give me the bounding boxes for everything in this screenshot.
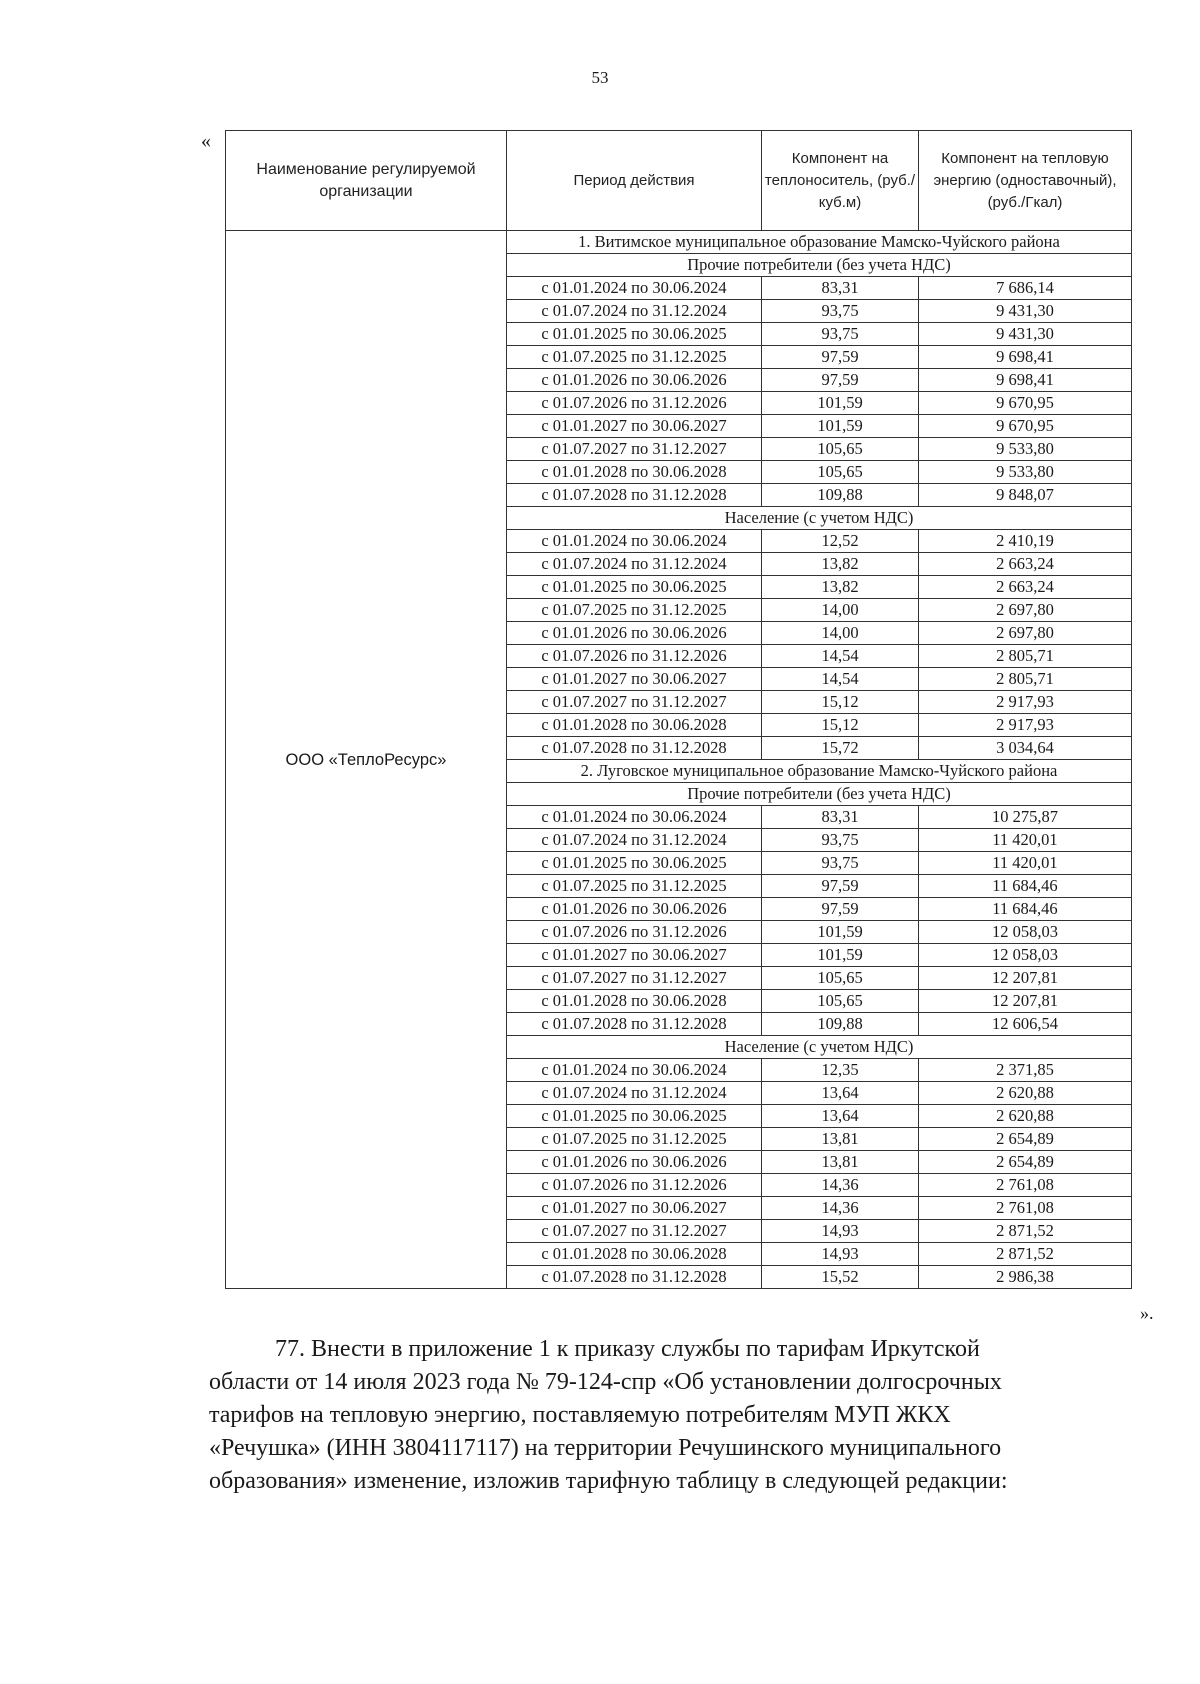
period-cell: с 01.07.2028 по 31.12.2028	[507, 737, 762, 760]
coolant-value-cell: 83,31	[762, 806, 919, 829]
section-header-cell: Население (с учетом НДС)	[507, 1036, 1132, 1059]
energy-value-cell: 9 698,41	[919, 346, 1132, 369]
coolant-value-cell: 105,65	[762, 438, 919, 461]
paragraph-line: образования» изменение, изложив тарифную таблицу в следующей редакции:	[209, 1468, 1008, 1494]
energy-value-cell: 2 986,38	[919, 1266, 1132, 1289]
period-cell: с 01.07.2025 по 31.12.2025	[507, 875, 762, 898]
paragraph-line: 77. Внести в приложение 1 к приказу службы по тарифам Иркутской	[275, 1336, 980, 1362]
period-cell: с 01.07.2026 по 31.12.2026	[507, 645, 762, 668]
coolant-value-cell: 15,52	[762, 1266, 919, 1289]
energy-value-cell: 2 871,52	[919, 1220, 1132, 1243]
energy-value-cell: 2 805,71	[919, 645, 1132, 668]
period-cell: с 01.07.2027 по 31.12.2027	[507, 691, 762, 714]
coolant-value-cell: 97,59	[762, 898, 919, 921]
opening-quote-mark: «	[201, 130, 211, 152]
header-coolant-component: Компонент на теплоноситель, (руб./куб.м)	[762, 131, 919, 231]
energy-value-cell: 11 420,01	[919, 852, 1132, 875]
coolant-value-cell: 83,31	[762, 277, 919, 300]
coolant-value-cell: 97,59	[762, 875, 919, 898]
energy-value-cell: 11 420,01	[919, 829, 1132, 852]
period-cell: с 01.01.2024 по 30.06.2024	[507, 530, 762, 553]
coolant-value-cell: 13,81	[762, 1128, 919, 1151]
header-period: Период действия	[507, 131, 762, 231]
period-cell: с 01.07.2027 по 31.12.2027	[507, 967, 762, 990]
energy-value-cell: 9 848,07	[919, 484, 1132, 507]
energy-value-cell: 2 654,89	[919, 1151, 1132, 1174]
period-cell: с 01.07.2024 по 31.12.2024	[507, 553, 762, 576]
energy-value-cell: 2 917,93	[919, 714, 1132, 737]
section-header-cell: 1. Витимское муниципальное образование Мамско-Чуйского района	[507, 231, 1132, 254]
coolant-value-cell: 15,72	[762, 737, 919, 760]
energy-value-cell: 12 058,03	[919, 944, 1132, 967]
energy-value-cell: 9 670,95	[919, 392, 1132, 415]
coolant-value-cell: 14,36	[762, 1174, 919, 1197]
period-cell: с 01.01.2028 по 30.06.2028	[507, 990, 762, 1013]
energy-value-cell: 3 034,64	[919, 737, 1132, 760]
period-cell: с 01.07.2026 по 31.12.2026	[507, 392, 762, 415]
coolant-value-cell: 105,65	[762, 461, 919, 484]
header-energy-component: Компонент на тепловую энергию (одноставочный), (руб./Гкал)	[919, 131, 1132, 231]
coolant-value-cell: 101,59	[762, 921, 919, 944]
coolant-value-cell: 97,59	[762, 346, 919, 369]
page-number: 53	[591, 68, 609, 87]
energy-value-cell: 2 761,08	[919, 1197, 1132, 1220]
coolant-value-cell: 14,54	[762, 668, 919, 691]
coolant-value-cell: 14,00	[762, 622, 919, 645]
period-cell: с 01.01.2027 по 30.06.2027	[507, 415, 762, 438]
closing-quote-mark: ».	[1140, 1303, 1154, 1323]
coolant-value-cell: 14,93	[762, 1243, 919, 1266]
period-cell: с 01.07.2026 по 31.12.2026	[507, 921, 762, 944]
coolant-value-cell: 13,64	[762, 1082, 919, 1105]
period-cell: с 01.07.2028 по 31.12.2028	[507, 484, 762, 507]
coolant-value-cell: 93,75	[762, 829, 919, 852]
period-cell: с 01.01.2026 по 30.06.2026	[507, 622, 762, 645]
period-cell: с 01.01.2026 по 30.06.2026	[507, 1151, 762, 1174]
period-cell: с 01.01.2028 по 30.06.2028	[507, 1243, 762, 1266]
coolant-value-cell: 101,59	[762, 415, 919, 438]
period-cell: с 01.01.2025 по 30.06.2025	[507, 576, 762, 599]
coolant-value-cell: 14,00	[762, 599, 919, 622]
period-cell: с 01.07.2027 по 31.12.2027	[507, 1220, 762, 1243]
period-cell: с 01.01.2028 по 30.06.2028	[507, 714, 762, 737]
period-cell: с 01.01.2024 по 30.06.2024	[507, 1059, 762, 1082]
energy-value-cell: 2 917,93	[919, 691, 1132, 714]
energy-value-cell: 9 698,41	[919, 369, 1132, 392]
energy-value-cell: 9 533,80	[919, 461, 1132, 484]
period-cell: с 01.01.2026 по 30.06.2026	[507, 369, 762, 392]
coolant-value-cell: 14,93	[762, 1220, 919, 1243]
header-organization: Наименование регулируемой организации	[226, 131, 507, 231]
period-cell: с 01.01.2024 по 30.06.2024	[507, 277, 762, 300]
coolant-value-cell: 13,82	[762, 576, 919, 599]
section-header-cell: Население (с учетом НДС)	[507, 507, 1132, 530]
period-cell: с 01.01.2026 по 30.06.2026	[507, 898, 762, 921]
energy-value-cell: 12 207,81	[919, 967, 1132, 990]
section-header-cell: Прочие потребители (без учета НДС)	[507, 783, 1132, 806]
energy-value-cell: 9 431,30	[919, 300, 1132, 323]
coolant-value-cell: 97,59	[762, 369, 919, 392]
coolant-value-cell: 15,12	[762, 691, 919, 714]
coolant-value-cell: 101,59	[762, 392, 919, 415]
energy-value-cell: 7 686,14	[919, 277, 1132, 300]
coolant-value-cell: 93,75	[762, 852, 919, 875]
period-cell: с 01.01.2027 по 30.06.2027	[507, 944, 762, 967]
coolant-value-cell: 13,82	[762, 553, 919, 576]
coolant-value-cell: 14,36	[762, 1197, 919, 1220]
period-cell: с 01.07.2025 по 31.12.2025	[507, 599, 762, 622]
paragraph-line: области от 14 июля 2023 года № 79-124-спр «Об установлении долгосрочных	[209, 1369, 1002, 1395]
coolant-value-cell: 105,65	[762, 967, 919, 990]
energy-value-cell: 2 663,24	[919, 553, 1132, 576]
energy-value-cell: 9 670,95	[919, 415, 1132, 438]
coolant-value-cell: 12,52	[762, 530, 919, 553]
energy-value-cell: 10 275,87	[919, 806, 1132, 829]
section-header-cell: Прочие потребители (без учета НДС)	[507, 254, 1132, 277]
paragraph-line: «Речушка» (ИНН 3804117117) на территории Речушинского муниципального	[209, 1435, 1002, 1461]
coolant-value-cell: 105,65	[762, 990, 919, 1013]
energy-value-cell: 11 684,46	[919, 898, 1132, 921]
period-cell: с 01.07.2025 по 31.12.2025	[507, 346, 762, 369]
energy-value-cell: 9 533,80	[919, 438, 1132, 461]
coolant-value-cell: 109,88	[762, 484, 919, 507]
tariff-table	[225, 130, 1132, 1289]
energy-value-cell: 2 663,24	[919, 576, 1132, 599]
energy-value-cell: 9 431,30	[919, 323, 1132, 346]
section-header-row	[226, 231, 1132, 254]
organization-name-cell: ООО «ТеплоРесурс»	[226, 231, 507, 1289]
period-cell: с 01.01.2028 по 30.06.2028	[507, 461, 762, 484]
paragraph-line: тарифов на тепловую энергию, поставляемую потребителям МУП ЖКХ	[209, 1402, 951, 1428]
section-header-cell: 2. Луговское муниципальное образование Мамско-Чуйского района	[507, 760, 1132, 783]
coolant-value-cell: 109,88	[762, 1013, 919, 1036]
energy-value-cell: 2 654,89	[919, 1128, 1132, 1151]
coolant-value-cell: 14,54	[762, 645, 919, 668]
coolant-value-cell: 12,35	[762, 1059, 919, 1082]
energy-value-cell: 2 410,19	[919, 530, 1132, 553]
energy-value-cell: 12 058,03	[919, 921, 1132, 944]
period-cell: с 01.01.2025 по 30.06.2025	[507, 323, 762, 346]
period-cell: с 01.01.2024 по 30.06.2024	[507, 806, 762, 829]
period-cell: с 01.07.2024 по 31.12.2024	[507, 300, 762, 323]
coolant-value-cell: 93,75	[762, 323, 919, 346]
coolant-value-cell: 15,12	[762, 714, 919, 737]
energy-value-cell: 2 871,52	[919, 1243, 1132, 1266]
energy-value-cell: 2 761,08	[919, 1174, 1132, 1197]
period-cell: с 01.01.2027 по 30.06.2027	[507, 1197, 762, 1220]
energy-value-cell: 12 606,54	[919, 1013, 1132, 1036]
period-cell: с 01.07.2025 по 31.12.2025	[507, 1128, 762, 1151]
period-cell: с 01.07.2028 по 31.12.2028	[507, 1266, 762, 1289]
energy-value-cell: 2 697,80	[919, 622, 1132, 645]
period-cell: с 01.01.2025 по 30.06.2025	[507, 852, 762, 875]
energy-value-cell: 11 684,46	[919, 875, 1132, 898]
energy-value-cell: 2 805,71	[919, 668, 1132, 691]
energy-value-cell: 2 620,88	[919, 1105, 1132, 1128]
coolant-value-cell: 93,75	[762, 300, 919, 323]
period-cell: с 01.07.2024 по 31.12.2024	[507, 829, 762, 852]
energy-value-cell: 2 620,88	[919, 1082, 1132, 1105]
energy-value-cell: 12 207,81	[919, 990, 1132, 1013]
table-header-row	[226, 131, 1132, 231]
period-cell: с 01.07.2026 по 31.12.2026	[507, 1174, 762, 1197]
period-cell: с 01.01.2025 по 30.06.2025	[507, 1105, 762, 1128]
coolant-value-cell: 101,59	[762, 944, 919, 967]
coolant-value-cell: 13,81	[762, 1151, 919, 1174]
period-cell: с 01.01.2027 по 30.06.2027	[507, 668, 762, 691]
paragraph-77	[209, 1333, 1149, 1498]
energy-value-cell: 2 697,80	[919, 599, 1132, 622]
period-cell: с 01.07.2027 по 31.12.2027	[507, 438, 762, 461]
period-cell: с 01.07.2024 по 31.12.2024	[507, 1082, 762, 1105]
energy-value-cell: 2 371,85	[919, 1059, 1132, 1082]
coolant-value-cell: 13,64	[762, 1105, 919, 1128]
period-cell: с 01.07.2028 по 31.12.2028	[507, 1013, 762, 1036]
